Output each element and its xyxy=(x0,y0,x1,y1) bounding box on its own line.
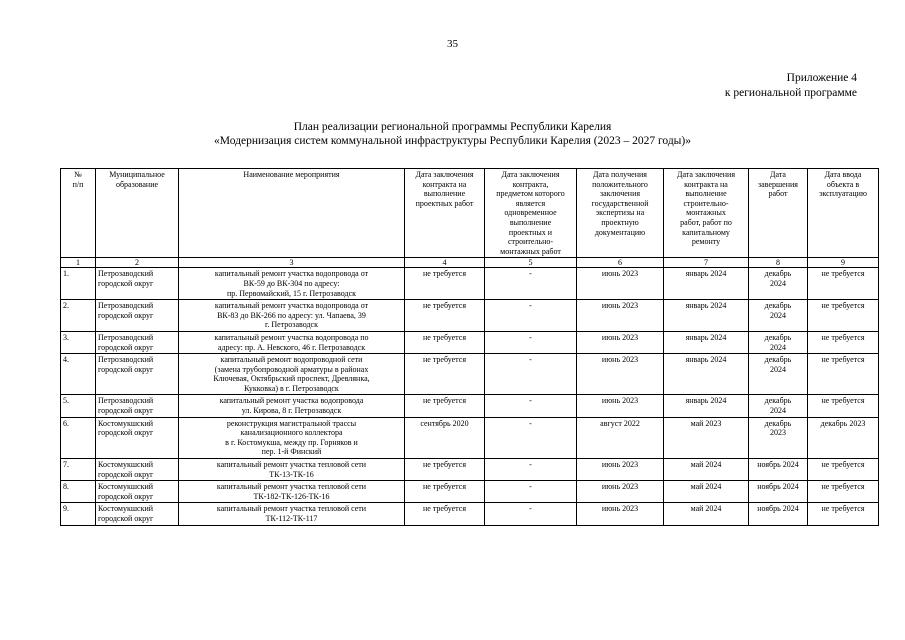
table-row xyxy=(61,331,879,353)
design-contract-date-cell: не требуется xyxy=(405,300,485,332)
completion-date-cell: ноябрь 2024 xyxy=(749,459,808,481)
completion-date-cell: декабрь 2024 xyxy=(749,268,808,300)
completion-date-cell: декабрь 2023 xyxy=(749,417,808,458)
measure-name-cell: капитальный ремонт участка водопровода по адресу: пр. А. Невского, 46 г. Петрозаводск xyxy=(179,331,405,353)
combined-contract-date-cell: - xyxy=(485,395,577,417)
header-cell: Дата получения положительного заключения государственной экспертизы на проектную документацию xyxy=(577,169,664,258)
completion-date-cell: декабрь 2024 xyxy=(749,354,808,395)
table-row xyxy=(61,354,879,395)
table-row xyxy=(61,459,879,481)
municipality-cell: Петрозаводский городской округ xyxy=(96,300,179,332)
municipality-cell: Петрозаводский городской округ xyxy=(96,268,179,300)
combined-contract-date-cell: - xyxy=(485,268,577,300)
measure-name-cell: капитальный ремонт участка водопровода ул. Кирова, 8 г. Петрозаводск xyxy=(179,395,405,417)
commissioning-date-cell: не требуется xyxy=(808,354,879,395)
table-row xyxy=(61,300,879,332)
header-cell: Дата заключения контракта, предметом которого является одновременное выполнение проектных и строительно- монтажных работ xyxy=(485,169,577,258)
title-line-2: «Модернизация систем коммунальной инфраструктуры Республики Карелия (2023 – 2027 годы)» xyxy=(214,135,691,147)
construction-contract-date-cell: май 2023 xyxy=(664,417,749,458)
column-number: 7 xyxy=(664,258,749,268)
combined-contract-date-cell: - xyxy=(485,417,577,458)
measure-name-cell: капитальный ремонт участка водопровода от ВК-59 до ВК-304 по адресу: пр. Первомайский, 15 г. Петрозаводск xyxy=(179,268,405,300)
measure-name-cell: капитальный ремонт участка водопровода от ВК-83 до ВК-266 по адресу: ул. Чапаева, 39 г. Петрозаводск xyxy=(179,300,405,332)
row-number-cell: 1. xyxy=(61,268,96,300)
measure-name-cell: капитальный ремонт водопроводной сети (замена трубопроводной арматуры в районах Ключевая, Октябрьский проспект, Древлянка, Кукковка) в г. Петрозаводск xyxy=(179,354,405,395)
plan-table xyxy=(60,168,879,526)
commissioning-date-cell: декабрь 2023 xyxy=(808,417,879,458)
row-number-cell: 9. xyxy=(61,503,96,525)
completion-date-cell: декабрь 2024 xyxy=(749,331,808,353)
design-contract-date-cell: не требуется xyxy=(405,459,485,481)
header-cell: Дата ввода объекта в эксплуатацию xyxy=(808,169,879,258)
combined-contract-date-cell: - xyxy=(485,300,577,332)
combined-contract-date-cell: - xyxy=(485,354,577,395)
construction-contract-date-cell: январь 2024 xyxy=(664,354,749,395)
municipality-cell: Костомукшский городской округ xyxy=(96,503,179,525)
commissioning-date-cell: не требуется xyxy=(808,331,879,353)
completion-date-cell: декабрь 2024 xyxy=(749,300,808,332)
combined-contract-date-cell: - xyxy=(485,503,577,525)
construction-contract-date-cell: январь 2024 xyxy=(664,395,749,417)
header-cell: Муниципальное образование xyxy=(96,169,179,258)
page-number: 35 xyxy=(447,38,458,50)
table-row xyxy=(61,481,879,503)
header-cell: Дата заключения контракта на выполнение строительно- монтажных работ, работ по капитальному ремонту xyxy=(664,169,749,258)
appendix-caption xyxy=(725,71,857,101)
municipality-cell: Петрозаводский городской округ xyxy=(96,354,179,395)
design-contract-date-cell: не требуется xyxy=(405,268,485,300)
commissioning-date-cell: не требуется xyxy=(808,395,879,417)
combined-contract-date-cell: - xyxy=(485,481,577,503)
construction-contract-date-cell: январь 2024 xyxy=(664,331,749,353)
expertise-date-cell: июнь 2023 xyxy=(577,300,664,332)
expertise-date-cell: июнь 2023 xyxy=(577,354,664,395)
row-number-cell: 5. xyxy=(61,395,96,417)
measure-name-cell: реконструкция магистральной трассы канализационного коллектора в г. Костомукша, между пр. Горняков и пер. 1-й Финский xyxy=(179,417,405,458)
commissioning-date-cell: не требуется xyxy=(808,268,879,300)
column-number-row xyxy=(61,258,879,268)
appendix-line-1: Приложение 4 xyxy=(786,72,857,84)
column-number: 3 xyxy=(179,258,405,268)
construction-contract-date-cell: май 2024 xyxy=(664,481,749,503)
commissioning-date-cell: не требуется xyxy=(808,459,879,481)
completion-date-cell: ноябрь 2024 xyxy=(749,503,808,525)
municipality-cell: Костомукшский городской округ xyxy=(96,459,179,481)
column-number: 8 xyxy=(749,258,808,268)
construction-contract-date-cell: январь 2024 xyxy=(664,300,749,332)
combined-contract-date-cell: - xyxy=(485,459,577,481)
design-contract-date-cell: не требуется xyxy=(405,481,485,503)
row-number-cell: 8. xyxy=(61,481,96,503)
design-contract-date-cell: сентябрь 2020 xyxy=(405,417,485,458)
column-number: 5 xyxy=(485,258,577,268)
expertise-date-cell: июнь 2023 xyxy=(577,331,664,353)
commissioning-date-cell: не требуется xyxy=(808,503,879,525)
commissioning-date-cell: не требуется xyxy=(808,300,879,332)
row-number-cell: 4. xyxy=(61,354,96,395)
title-line-1: План реализации региональной программы Республики Карелия xyxy=(293,121,612,133)
appendix-line-2: к региональной программе xyxy=(724,87,857,99)
column-number: 1 xyxy=(61,258,96,268)
header-cell: Дата заключения контракта на выполнение проектных работ xyxy=(405,169,485,258)
table-body xyxy=(61,258,879,525)
measure-name-cell: капитальный ремонт участка тепловой сети ТК-112-ТК-117 xyxy=(179,503,405,525)
expertise-date-cell: июнь 2023 xyxy=(577,395,664,417)
expertise-date-cell: июнь 2023 xyxy=(577,459,664,481)
table-header-row xyxy=(61,169,879,258)
header-cell: Дата завершения работ xyxy=(749,169,808,258)
header-cell: Наименование мероприятия xyxy=(179,169,405,258)
document-title xyxy=(0,120,905,148)
construction-contract-date-cell: май 2024 xyxy=(664,459,749,481)
measure-name-cell: капитальный ремонт участка тепловой сети ТК-13-ТК-16 xyxy=(179,459,405,481)
header-cell: № п/п xyxy=(61,169,96,258)
table-row xyxy=(61,395,879,417)
commissioning-date-cell: не требуется xyxy=(808,481,879,503)
construction-contract-date-cell: май 2024 xyxy=(664,503,749,525)
design-contract-date-cell: не требуется xyxy=(405,354,485,395)
row-number-cell: 2. xyxy=(61,300,96,332)
column-number: 2 xyxy=(96,258,179,268)
measure-name-cell: капитальный ремонт участка тепловой сети ТК-182-ТК-126-ТК-16 xyxy=(179,481,405,503)
design-contract-date-cell: не требуется xyxy=(405,395,485,417)
row-number-cell: 7. xyxy=(61,459,96,481)
municipality-cell: Костомукшский городской округ xyxy=(96,481,179,503)
table-row xyxy=(61,503,879,525)
row-number-cell: 6. xyxy=(61,417,96,458)
column-number: 9 xyxy=(808,258,879,268)
table-row xyxy=(61,417,879,458)
design-contract-date-cell: не требуется xyxy=(405,503,485,525)
construction-contract-date-cell: январь 2024 xyxy=(664,268,749,300)
municipality-cell: Петрозаводский городской округ xyxy=(96,331,179,353)
completion-date-cell: ноябрь 2024 xyxy=(749,481,808,503)
municipality-cell: Костомукшский городской округ xyxy=(96,417,179,458)
expertise-date-cell: июнь 2023 xyxy=(577,503,664,525)
municipality-cell: Петрозаводский городской округ xyxy=(96,395,179,417)
completion-date-cell: декабрь 2024 xyxy=(749,395,808,417)
design-contract-date-cell: не требуется xyxy=(405,331,485,353)
table-row xyxy=(61,268,879,300)
column-number: 6 xyxy=(577,258,664,268)
combined-contract-date-cell: - xyxy=(485,331,577,353)
column-number: 4 xyxy=(405,258,485,268)
expertise-date-cell: июнь 2023 xyxy=(577,268,664,300)
expertise-date-cell: август 2022 xyxy=(577,417,664,458)
row-number-cell: 3. xyxy=(61,331,96,353)
expertise-date-cell: июнь 2023 xyxy=(577,481,664,503)
